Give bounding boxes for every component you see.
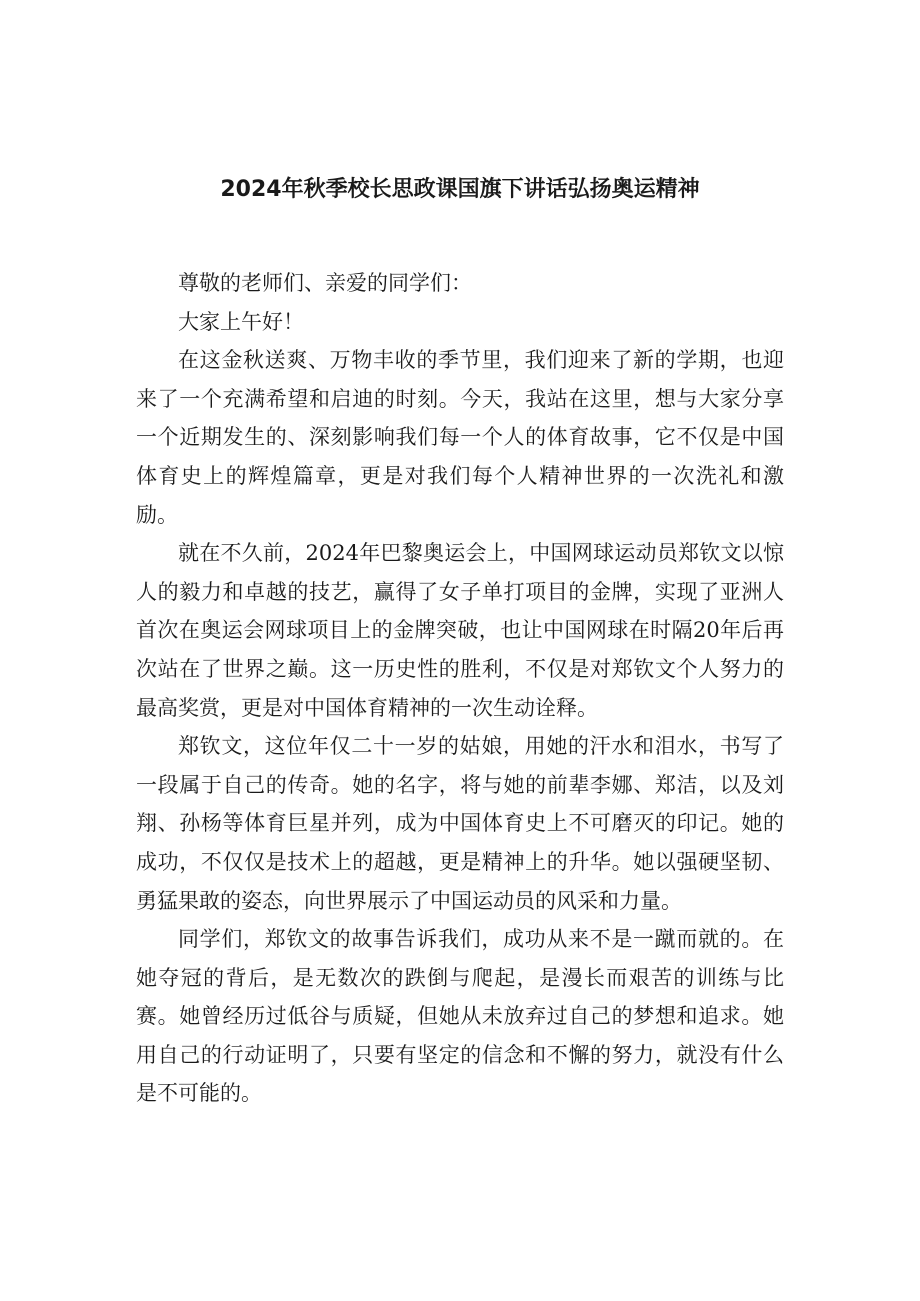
greeting: 大家上午好！	[178, 309, 304, 334]
body-paragraph: 就在不久前，2024年巴黎奥运会上，中国网球运动员郑钦文以惊人的毅力和卓越的技艺，赢得了女子单打项目的金牌，实现了亚洲人首次在奥运会网球项目上的金牌突破，也让中国网球在时隔20年后再次站在了世界之巅。这一历史性的胜利，不仅是对郑钦文个人努力的最高奖赏，更是对中国体育精神的一次生动诠释。	[136, 541, 784, 720]
salutation: 尊敬的老师们、亲爱的同学们：	[178, 271, 472, 295]
body-paragraph: 在这金秋送爽、万物丰收的季节里，我们迎来了新的学期，也迎来了一个充满希望和启迪的时刻。今天，我站在这里，想与大家分享一个近期发生的、深刻影响我们每一个人的体育故事，它不仅是中国体育史上的辉煌篇章，更是对我们每个人精神世界的一次洗礼和激励。	[136, 348, 784, 527]
document-body	[136, 264, 784, 1113]
document-title: 2024年秋季校长思政课国旗下讲话弘扬奥运精神	[220, 177, 700, 202]
body-paragraph: 同学们，郑钦文的故事告诉我们，成功从来不是一蹴而就的。在她夺冠的背后，是无数次的跌倒与爬起，是漫长而艰苦的训练与比赛。她曾经历过低谷与质疑，但她从未放弃过自己的梦想和追求。她用自己的行动证明了，只要有坚定的信念和不懈的努力，就没有什么是不可能的。	[136, 927, 784, 1106]
body-paragraph: 郑钦文，这位年仅二十一岁的姑娘，用她的汗水和泪水，书写了一段属于自己的传奇。她的名字，将与她的前辈李娜、郑洁，以及刘翔、孙杨等体育巨星并列，成为中国体育史上不可磨灭的印记。她的成功，不仅仅是技术上的超越，更是精神上的升华。她以强硬坚韧、勇猛果敢的姿态，向世界展示了中国运动员的风采和力量。	[136, 734, 784, 913]
